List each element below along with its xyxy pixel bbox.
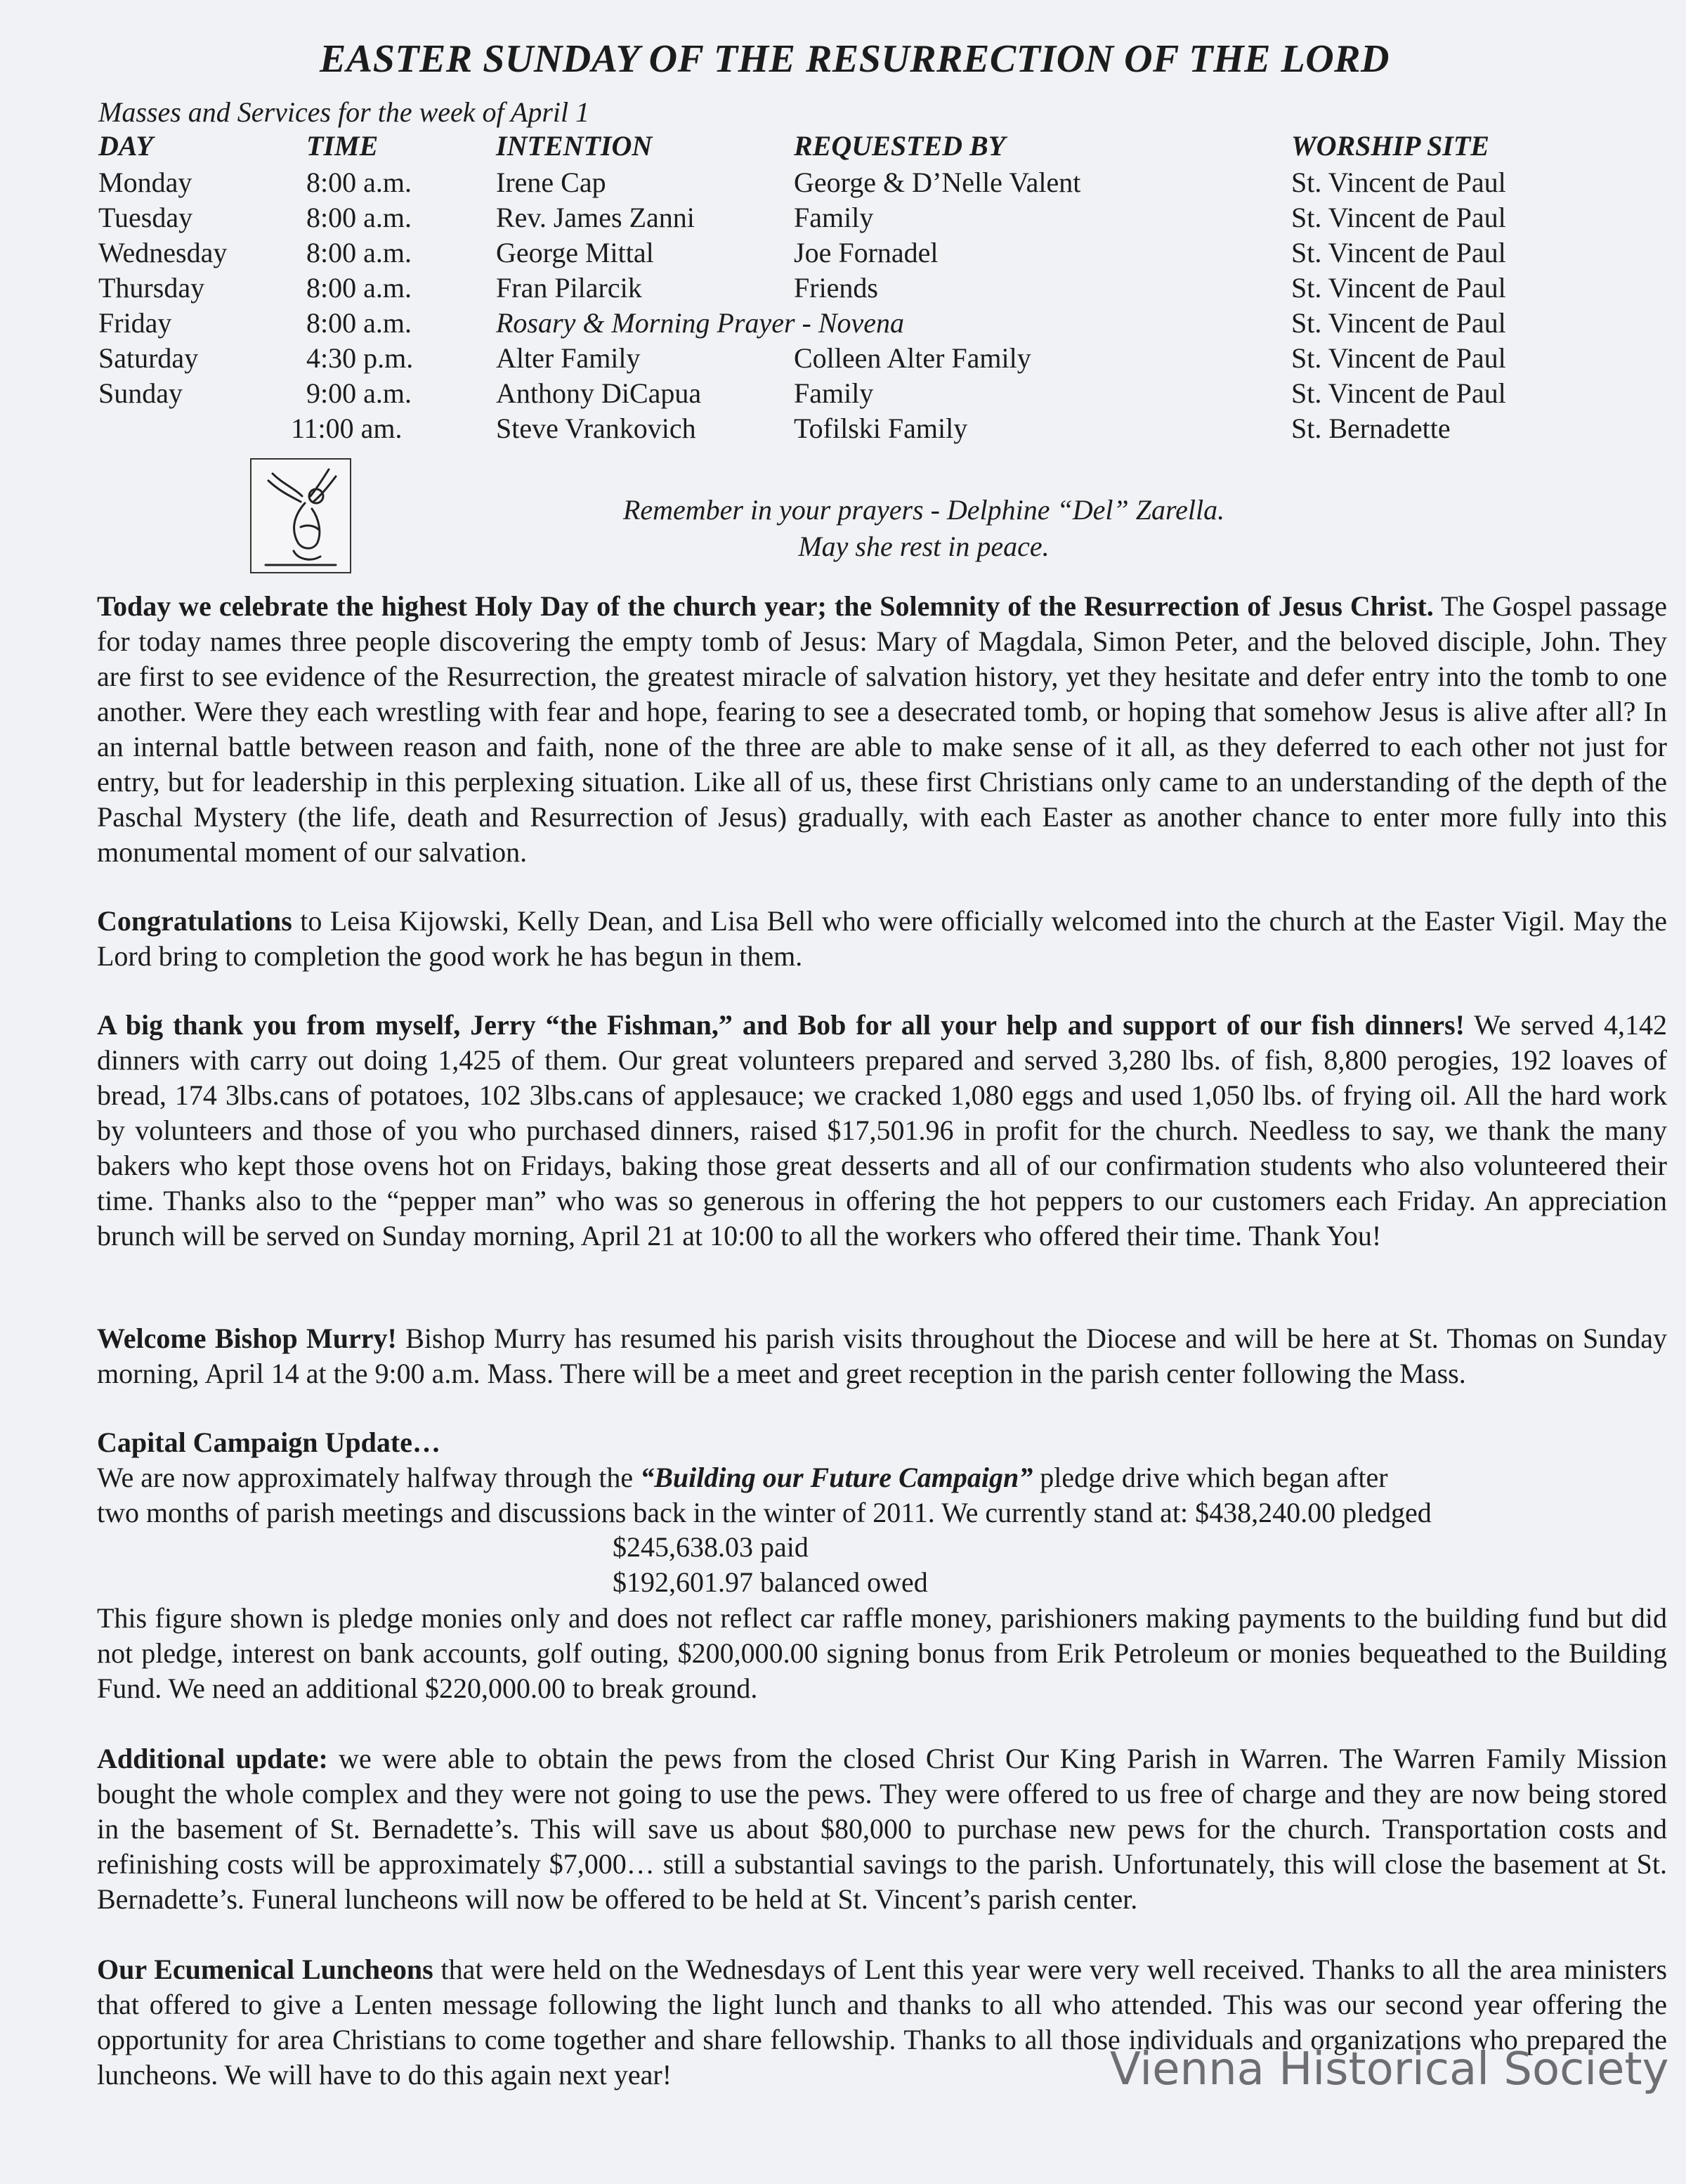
schedule-intention: George Mittal [496, 237, 654, 268]
header-day: DAY [98, 130, 153, 162]
bishop-lead: Welcome Bishop Murry! [97, 1322, 397, 1354]
schedule-requested-by: Family [794, 377, 874, 409]
schedule-day: Friday [98, 307, 172, 339]
schedule-intention: Fran Pilarcik [496, 272, 642, 304]
schedule-time: 8:00 a.m. [306, 202, 412, 233]
header-worship-site: WORSHIP SITE [1291, 130, 1489, 162]
capital-campaign-line-2: two months of parish meetings and discussions back in the winter of 2011. We currently stand at: $438,240.00 pledged [97, 1497, 1432, 1528]
schedule-site: St. Vincent de Paul [1291, 237, 1506, 268]
capital-line1-post: pledge drive which began after [1040, 1462, 1388, 1493]
capital-heading-text: Capital Campaign Update… [97, 1426, 440, 1458]
fish-body: We served 4,142 dinners with carry out doing 1,425 of them. Our great volunteers prepared and served 3,280 lbs. of fish, 8,800 perogies, 192 loaves of bread, 174 3lbs.cans of potatoes, 102 3lbs.cans of applesauce; we cracked 1,080 eggs and used 1,050 lbs. of frying oil. All the hard work by volunteers and those of you who purchased dinners, raised $17,501.96 in profit for the church. Needless to say, we thank the many bakers who kept those ovens hot on Fridays, baking those great desserts and all of our confirmation students who also volunteered their time. Thanks also to the “pepper man” who was so generous in offering the hot peppers to our customers each Friday. An appreciation brunch will be served on Sunday morning, April 21 at 10:00 to all the workers who offered their time. Thank You! [97, 1009, 1668, 1252]
congrats-lead: Congratulations [97, 905, 292, 937]
schedule-day: Monday [98, 167, 192, 198]
schedule-requested-by: Tofilski Family [794, 412, 968, 444]
capital-campaign-body: This figure shown is pledge monies only and does not reflect car raffle money, parishioners making payments to the building fund but did not pledge, interest on bank accounts, golf outing, $200,000.00 signing bonus from Erik Petroleum or monies bequeathed to the Building Fund. We need an additional $220,000.00 to break ground. [97, 1602, 1667, 1704]
ecumenical-body: that were held on the Wednesdays of Lent this year were very well received. Thanks to all the area ministers that offered to give a Lenten message following the light lunch and thanks to all who attended. This was our second year offering the opportunity for area Christians to come together and share fellowship. Thanks to all those individuals and organizations who prepared the luncheons. We will have to do this again next year! [97, 1954, 1668, 2091]
memorial-line-1: Remember in your prayers - Delphine “Del” Zarella. [622, 494, 1225, 526]
schedule-subtitle: Masses and Services for the week of April 1 [98, 96, 590, 128]
schedule-requested-by: Joe Fornadel [794, 237, 939, 268]
header-time: TIME [306, 130, 379, 162]
congrats-body: to Leisa Kijowski, Kelly Dean, and Lisa Bell who were officially welcomed into the church at the Easter Vigil. May the Lord bring to completion the good work he has begun in them. [97, 905, 1667, 972]
schedule-intention: Irene Cap [496, 167, 606, 198]
schedule-day: Thursday [98, 272, 205, 304]
schedule-requested-by: Colleen Alter Family [794, 342, 1031, 374]
schedule-intention: Rev. James Zanni [496, 202, 695, 233]
schedule-day: Tuesday [98, 202, 193, 233]
angel-icon [250, 458, 351, 573]
schedule-time: 4:30 p.m. [306, 342, 414, 374]
campaign-name: “Building our Future Campaign” [640, 1462, 1033, 1493]
schedule-time: 9:00 a.m. [306, 377, 412, 409]
memorial-line-2: May she rest in peace. [798, 531, 1050, 562]
schedule-requested-by: Friends [794, 272, 878, 304]
schedule-day: Sunday [98, 377, 183, 409]
header-intention: INTENTION [496, 130, 653, 162]
amount-paid: $245,638.03 paid [613, 1531, 809, 1563]
memorial-notice [492, 492, 1356, 565]
schedule-site: St. Vincent de Paul [1291, 342, 1506, 374]
bishop-paragraph [97, 1321, 1667, 1391]
easter-lead: Today we celebrate the highest Holy Day of the church year; the Solemnity of the Resurrection of Jesus Christ. [97, 590, 1434, 622]
schedule-site: St. Vincent de Paul [1291, 307, 1506, 339]
congratulations-paragraph [97, 904, 1667, 974]
schedule-intention: Rosary & Morning Prayer - Novena [496, 307, 905, 339]
additional-update-paragraph [97, 1741, 1667, 1917]
schedule-time: 8:00 a.m. [306, 167, 412, 198]
schedule-time: 8:00 a.m. [306, 307, 412, 339]
watermark: Vienna Historical Society [1110, 2043, 1669, 2095]
schedule-day: Wednesday [98, 237, 228, 268]
additional-lead: Additional update: [97, 1743, 328, 1774]
schedule-site: St. Bernadette [1291, 412, 1451, 444]
schedule-site: St. Vincent de Paul [1291, 167, 1506, 198]
capital-campaign-heading [97, 1425, 1667, 1460]
capital-line1-pre: We are now approximately halfway through the [97, 1462, 634, 1493]
schedule-intention: Anthony DiCapua [496, 377, 702, 409]
schedule-intention: Steve Vrankovich [496, 412, 696, 444]
schedule-day: Saturday [98, 342, 199, 374]
additional-body: we were able to obtain the pews from the closed Christ Our King Parish in Warren. The Warren Family Mission bought the whole complex and they were not going to use the pews. They were offered to us free of charge and they are now being stored in the basement of St. Bernadette’s. This will save us about $80,000 to purchase new pews for the church. Transportation costs and refinishing costs will be approximately $7,000… still a substantial savings to the parish. Unfortunately, this will close the basement at St. Bernadette’s. Funeral luncheons will now be offered to be held at St. Vincent’s parish center. [97, 1743, 1668, 1915]
bishop-body: Bishop Murry has resumed his parish visits throughout the Diocese and will be here at St. Thomas on Sunday morning, April 14 at the 9:00 a.m. Mass. There will be a meet and greet reception in the parish center following the Mass. [97, 1322, 1668, 1389]
schedule-site: St. Vincent de Paul [1291, 272, 1506, 304]
schedule-intention: Alter Family [496, 342, 641, 374]
schedule-site: St. Vincent de Paul [1291, 202, 1506, 233]
page-title: EASTER SUNDAY OF THE RESURRECTION OF THE LORD [320, 37, 1390, 81]
schedule-requested-by: Family [794, 202, 874, 233]
easter-paragraph [97, 589, 1667, 870]
schedule-requested-by: George & D’Nelle Valent [794, 167, 1081, 198]
amount-owed: $192,601.97 balanced owed [613, 1566, 928, 1598]
schedule-site: St. Vincent de Paul [1291, 377, 1506, 409]
capital-campaign-line-1 [97, 1460, 1667, 1495]
fish-dinner-paragraph [97, 1008, 1667, 1254]
schedule-time: 8:00 a.m. [306, 237, 412, 268]
header-requested-by: REQUESTED BY [794, 130, 1006, 162]
schedule-time: 8:00 a.m. [306, 272, 412, 304]
schedule-time: 11:00 am. [291, 412, 403, 444]
fish-lead: A big thank you from myself, Jerry “the Fishman,” and Bob for all your help and support of our fish dinners! [97, 1009, 1465, 1041]
easter-body: The Gospel passage for today names three people discovering the empty tomb of Jesus: Mary of Magdala, Simon Peter, and the beloved disciple, John. They are first to see evidence of the Resurrection, the greatest miracle of salvation history, yet they hesitate and defer entry into the tomb to one another. Were they each wrestling with fear and hope, fearing to see a desecrated tomb, or hoping that somehow Jesus is alive after all? In an internal battle between reason and faith, none of the three are able to make sense of it all, as they deferred to each other not just for entry, but for leadership in this perplexing situation. Like all of us, these first Christians only came to an understanding of the depth of the Paschal Mystery (the life, death and Resurrection of Jesus) gradually, with each Easter as another chance to enter more fully into this monumental moment of our salvation. [97, 590, 1668, 868]
ecumenical-lead: Our Ecumenical Luncheons [97, 1954, 433, 1985]
